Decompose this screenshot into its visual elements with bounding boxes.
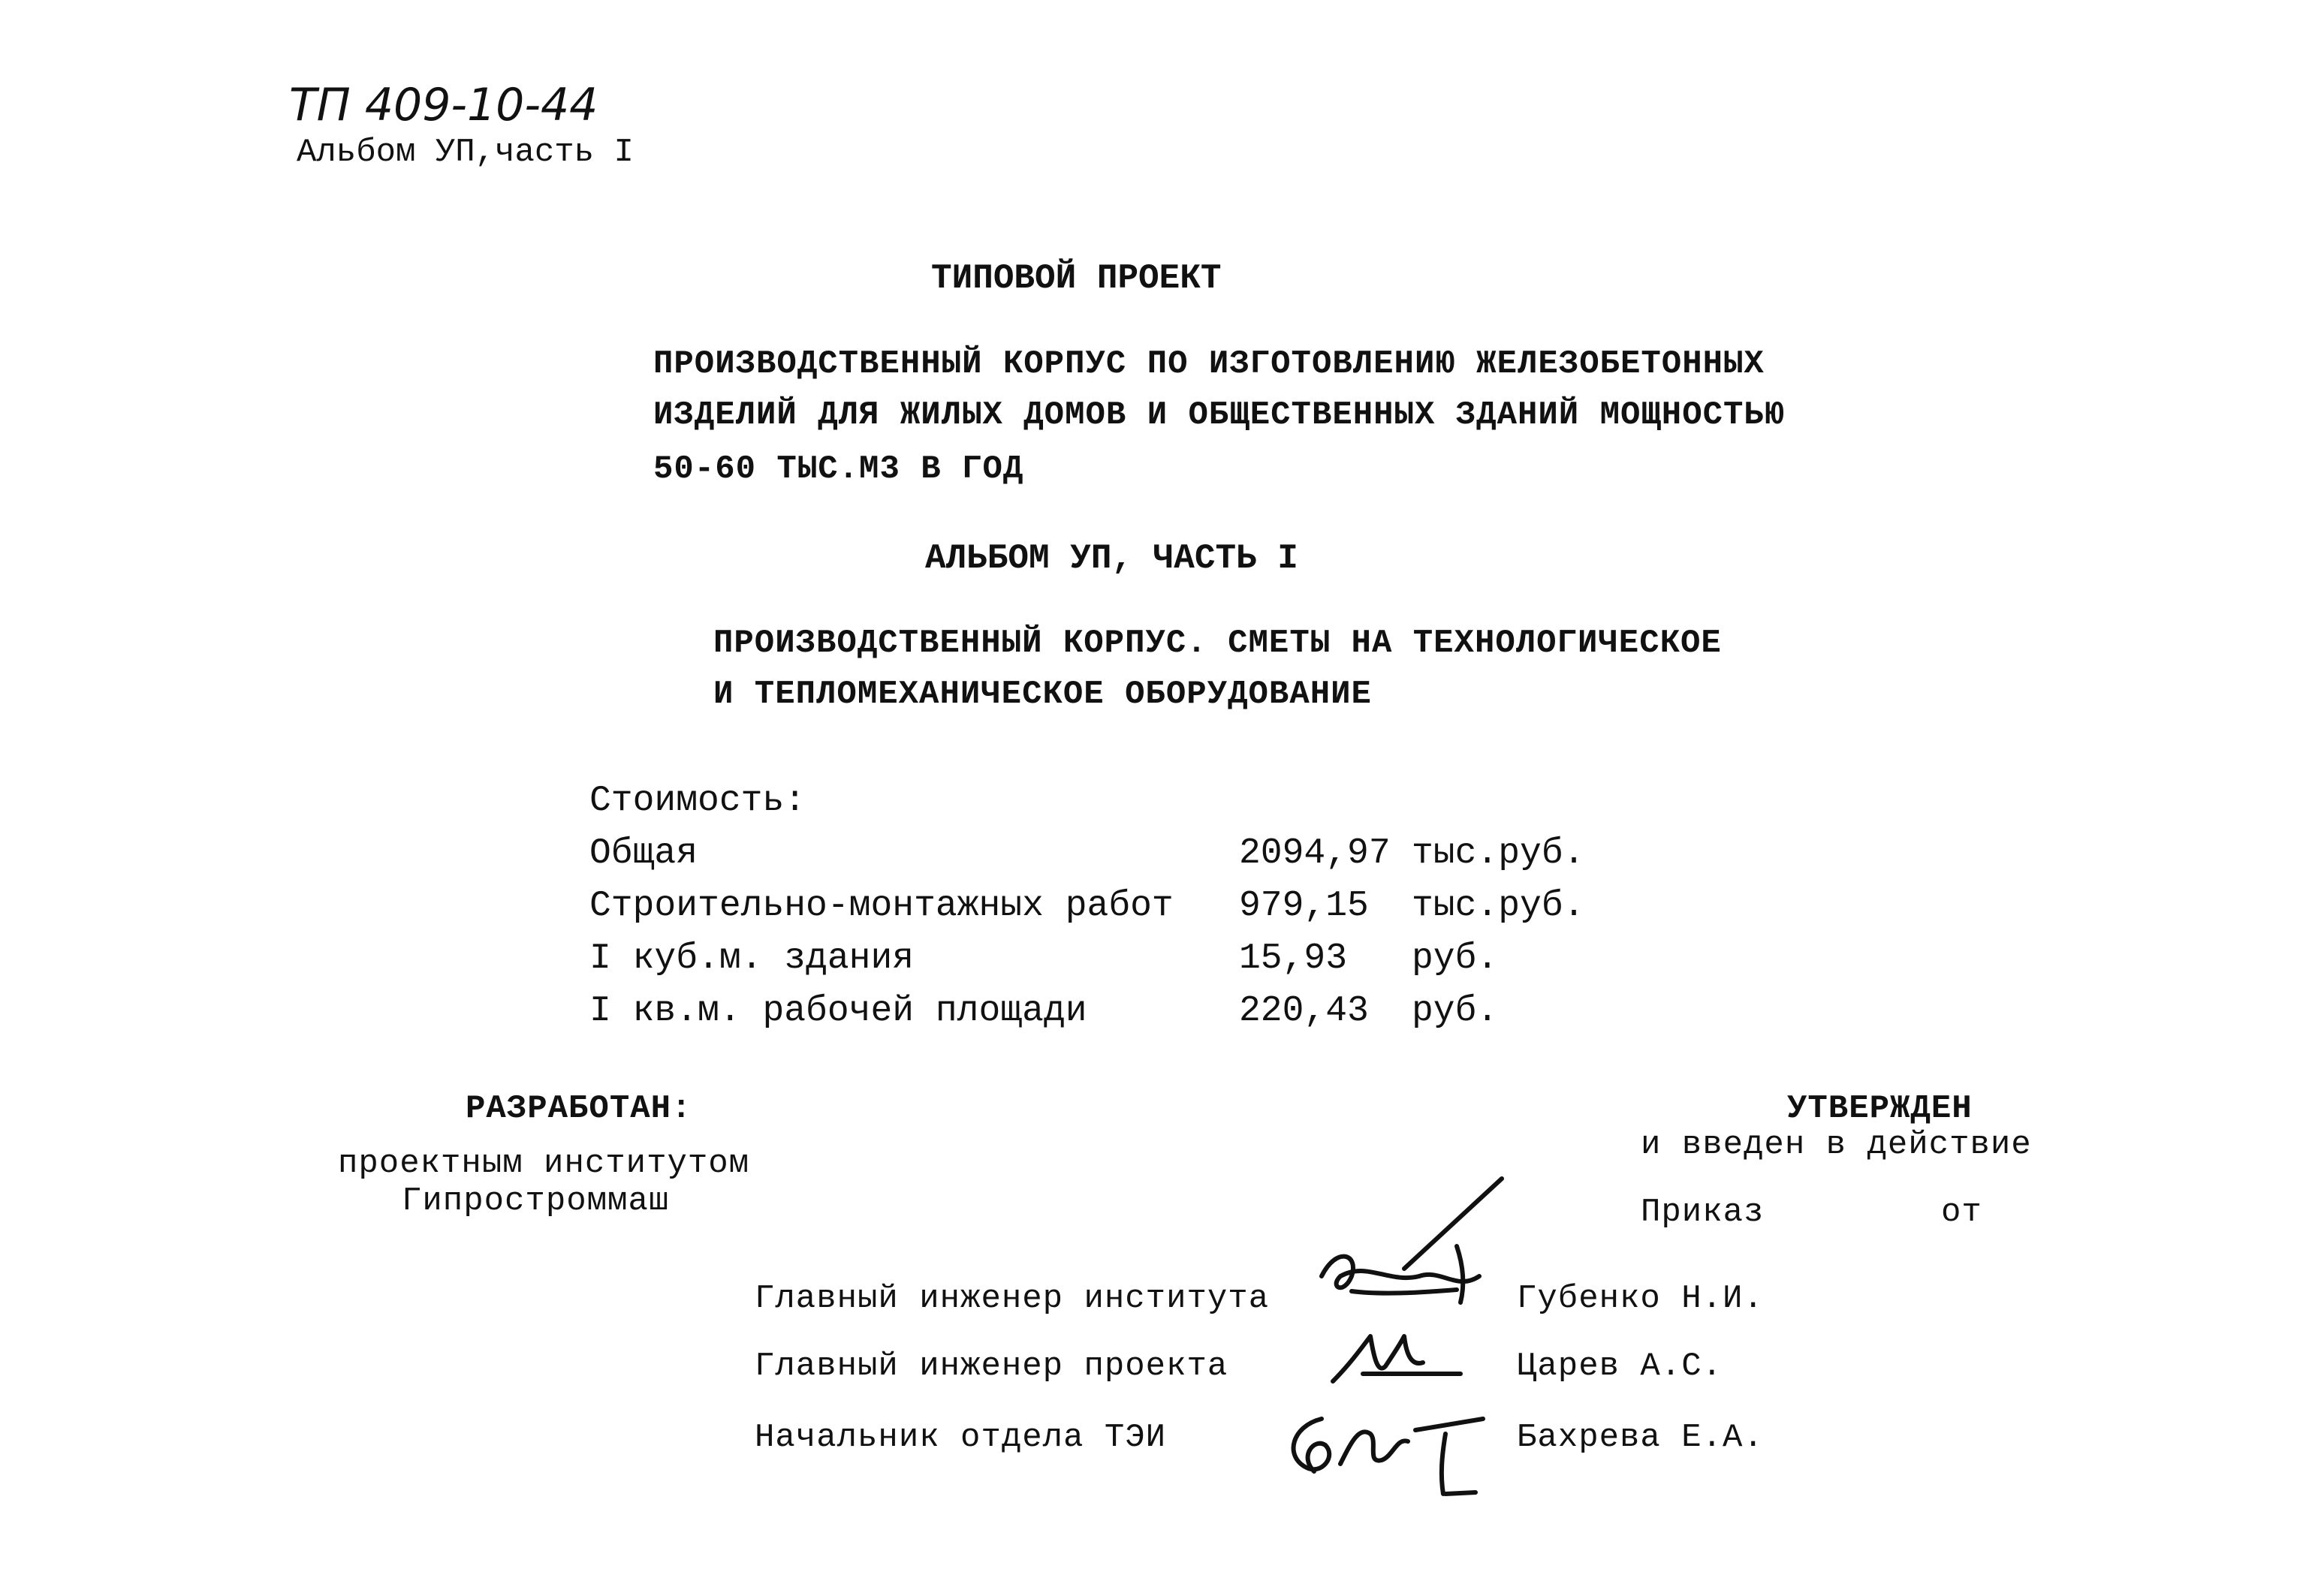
album-part-label: Альбом УП,часть I (297, 134, 634, 171)
subtitle-line-1: ПРОИЗВОДСТВЕННЫЙ КОРПУС. СМЕТЫ НА ТЕХНОЛОГИЧЕСКОЕ (713, 625, 1722, 662)
cost-row-value: 220,43 (1239, 991, 1369, 1031)
signature-chief-engineer-project (1318, 1321, 1468, 1404)
album-title: АЛЬБОМ УП, ЧАСТЬ I (925, 539, 1298, 578)
subtitle-line-2: И ТЕПЛОМЕХАНИЧЕСКОЕ ОБОРУДОВАНИЕ (713, 676, 1372, 713)
cost-row-value: 15,93 (1239, 938, 1348, 979)
cost-row-label: I куб.м. здания (589, 938, 915, 979)
title-line-1: ПРОИЗВОДСТВЕННЫЙ КОРПУС ПО ИЗГОТОВЛЕНИЮ ЖЕЛЕЗОБЕТОННЫХ (653, 345, 1765, 383)
document-type: ТИПОВОЙ ПРОЕКТ (931, 259, 1222, 298)
cost-row-value: 2094,97 (1239, 833, 1391, 874)
signature-chief-engineer-institute (1307, 1164, 1517, 1344)
cost-heading: Стоимость: (589, 781, 806, 821)
signature-head-of-department (1269, 1396, 1494, 1501)
signatory-name: Бахрева Е.А. (1517, 1419, 1764, 1456)
cost-row-value: 979,15 (1239, 886, 1369, 926)
developed-institute: проектным институтом (338, 1145, 750, 1182)
cost-row-label: I кв.м. рабочей площади (589, 991, 1087, 1031)
cost-row-unit: тыс.руб. (1412, 833, 1585, 874)
order-label: Приказ (1641, 1194, 1765, 1231)
project-code: ТП 409-10-44 (289, 79, 598, 131)
signatory-position: Главный инженер проекта (755, 1348, 1228, 1385)
developed-heading: РАЗРАБОТАН: (466, 1090, 692, 1128)
signatory-position: Главный инженер института (755, 1280, 1270, 1317)
approved-heading: УТВЕРЖДЕН (1787, 1090, 1973, 1128)
order-from: от (1941, 1194, 1982, 1231)
title-line-2: ИЗДЕЛИЙ ДЛЯ ЖИЛЫХ ДОМОВ И ОБЩЕСТВЕННЫХ ЗДАНИЙ МОЩНОСТЬЮ (653, 396, 1786, 434)
cost-row-unit: руб. (1412, 991, 1499, 1031)
cost-row-label: Строительно-монтажных работ (589, 886, 1174, 926)
cost-row-unit: тыс.руб. (1412, 886, 1585, 926)
title-line-3: 50-60 ТЫС.М3 В ГОД (653, 450, 1024, 488)
approved-line: и введен в действие (1641, 1126, 2032, 1164)
cost-row-unit: руб. (1412, 938, 1499, 979)
cost-row-label: Общая (589, 833, 698, 874)
signatory-position: Начальник отдела ТЭИ (755, 1419, 1167, 1456)
signatory-name: Губенко Н.И. (1517, 1280, 1764, 1317)
signatory-name: Царев А.С. (1517, 1348, 1723, 1385)
developed-organization: Гипростроммаш (402, 1182, 670, 1220)
